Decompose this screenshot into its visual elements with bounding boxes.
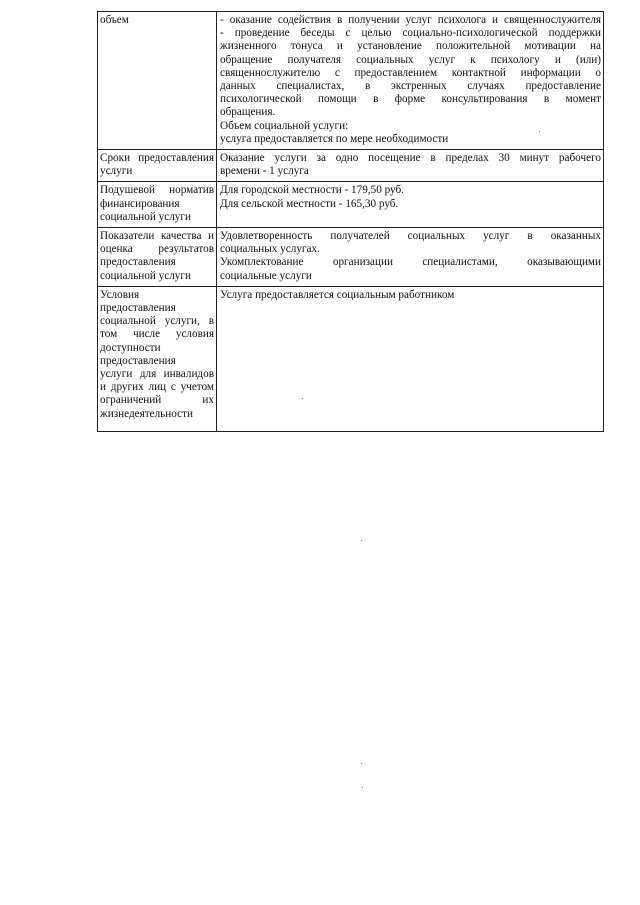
service-standard-table	[97, 11, 604, 432]
row-content-terms	[217, 150, 604, 182]
content-line: Удовлетворенность получателей социальных услуг в оказанных	[220, 230, 601, 243]
row-label-funding	[98, 182, 217, 228]
content-line: услуга предоставляется по мере необходимости	[220, 132, 449, 145]
content-line: Услуга предоставляется социальным работником	[220, 288, 455, 301]
label-line: жизнедеятельности	[100, 407, 193, 420]
label-line: финансирования	[100, 197, 180, 210]
content-line: социальных услугах.	[220, 243, 320, 256]
row-content-conditions	[217, 286, 604, 431]
row-content-volume	[217, 12, 604, 150]
label-line: услуги для инвалидов	[100, 368, 214, 381]
content-line: Объем социальной услуги:	[220, 119, 349, 132]
label-line: услуги	[100, 165, 133, 178]
scan-speck	[361, 763, 362, 764]
content-line: - проведение беседы с целью социально-психологической поддержки	[220, 27, 601, 40]
label-line: социальной услуги	[100, 210, 191, 223]
label-line: социальной услуги	[100, 269, 191, 282]
content-line: - оказание содействия в получении услуг психолога и священнослужителя	[220, 14, 601, 26]
content-line: обращения.	[220, 106, 276, 119]
scan-speck	[302, 398, 303, 399]
label-line: оценка результатов	[100, 243, 214, 256]
content-line: Укомплектование организации специалистами, оказывающими	[220, 256, 601, 269]
row-content-funding	[217, 182, 604, 228]
row-label-terms	[98, 150, 217, 182]
label-line: доступности	[100, 341, 161, 354]
content-line: социальные услуги	[220, 269, 312, 282]
label-line: Условия	[100, 288, 140, 301]
table-row-conditions	[98, 286, 604, 431]
content-line: Для сельской местности - 165,30 руб.	[220, 197, 399, 210]
label-line: предоставления	[100, 354, 176, 367]
scan-speck	[361, 540, 362, 541]
content-line: Оказание услуги за одно посещение в пределах 30 минут рабочего	[220, 152, 601, 165]
label-line: объем	[100, 14, 129, 26]
table-row-terms	[98, 150, 604, 182]
content-line: жизненного тонуса и установление положительной мотивации на	[220, 40, 601, 53]
label-line: социальной услуги, в	[100, 315, 214, 328]
table-row-funding	[98, 182, 604, 228]
content-line: данных специалистах, в экстренных случаях предоставление	[220, 80, 601, 93]
row-label-conditions	[98, 286, 217, 431]
content-line: Для городской местности - 179,50 руб.	[220, 184, 404, 197]
scan-speck	[362, 787, 363, 788]
label-line: том числе условия	[100, 328, 214, 341]
label-line: ограничений их	[100, 394, 214, 407]
row-content-quality	[217, 228, 604, 287]
scan-speck	[539, 131, 540, 132]
label-line: Показатели качества и	[100, 230, 214, 243]
label-line: Подушевой норматив	[100, 184, 214, 197]
row-label-quality	[98, 228, 217, 287]
content-line: психологической помощи в форме консультирования в момент	[220, 93, 601, 106]
document-page	[97, 11, 604, 432]
label-line: Сроки предоставления	[100, 152, 214, 165]
content-line: времени - 1 услуга	[220, 165, 309, 178]
content-line: обращение получателя социальных услуг к психологу и (или)	[220, 53, 601, 66]
content-line: священнослужителю с предоставлением контактной информации о	[220, 66, 601, 79]
table-row-quality	[98, 228, 604, 287]
label-line: предоставления	[100, 256, 176, 269]
label-line: и других лиц с учетом	[100, 381, 214, 394]
row-label-volume	[98, 12, 217, 150]
table-row-volume	[98, 12, 604, 150]
label-line: предоставления	[100, 302, 176, 315]
